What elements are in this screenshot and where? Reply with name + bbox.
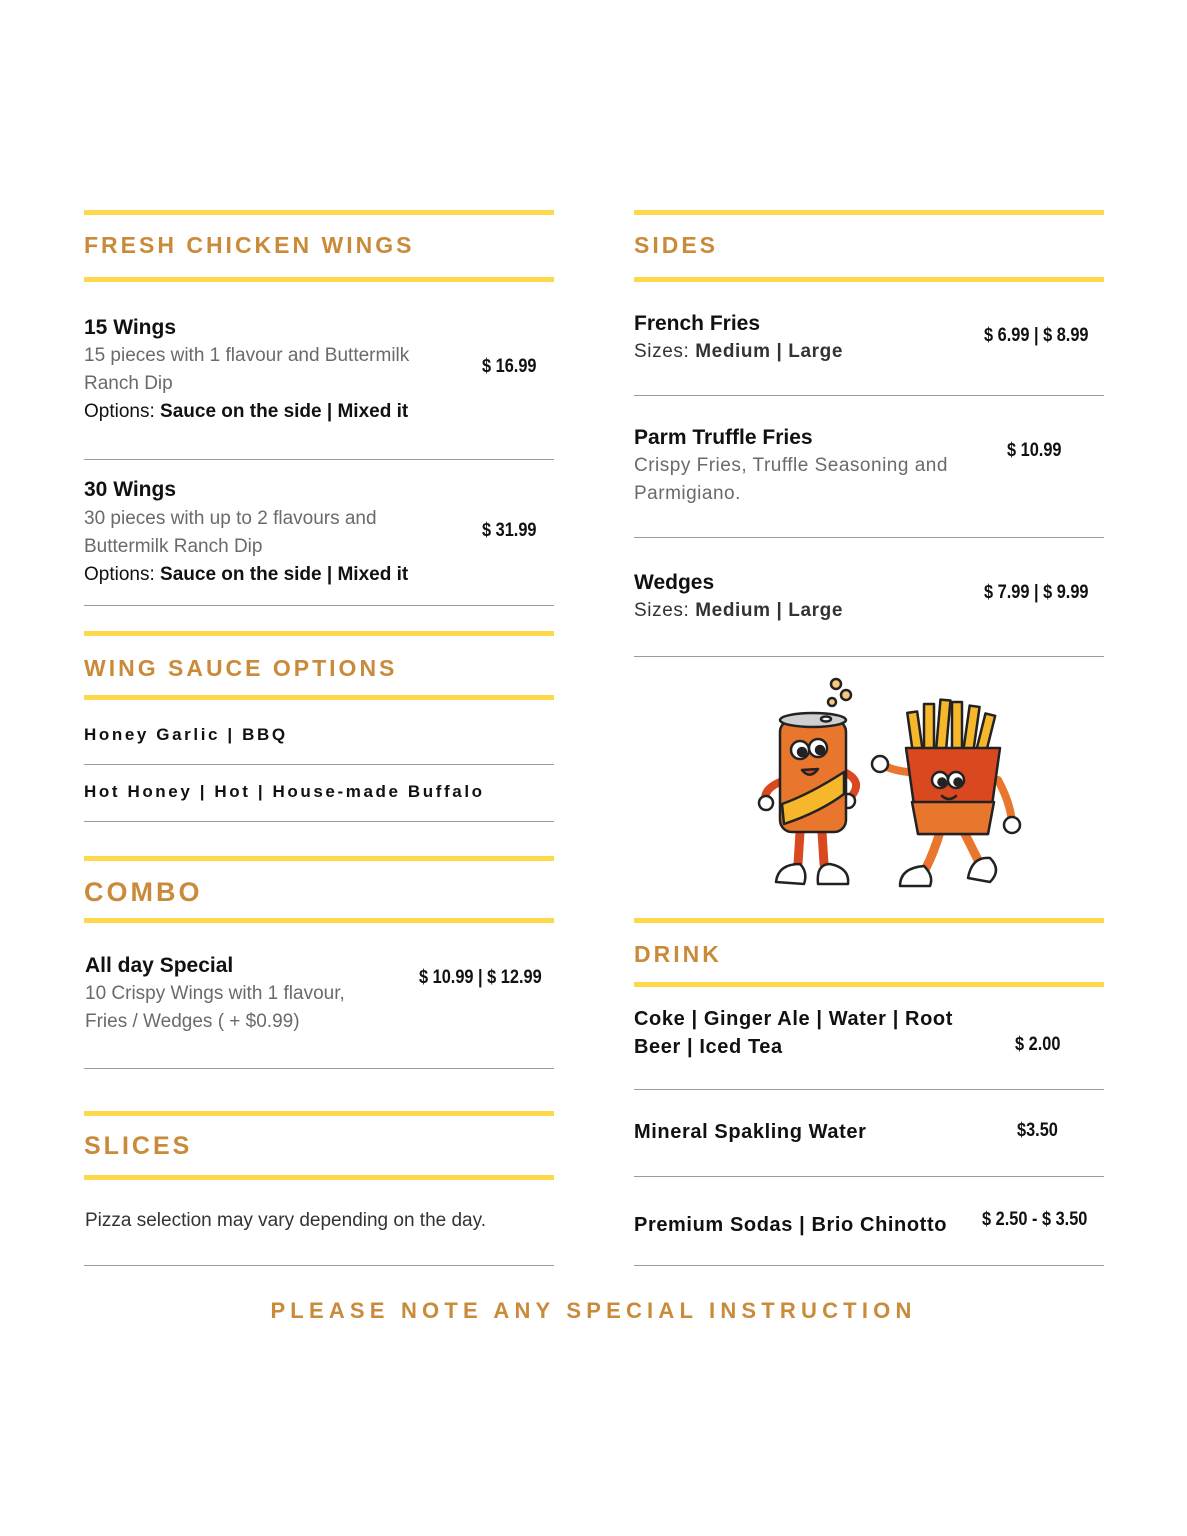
divider bbox=[634, 537, 1104, 538]
sides-item-price: $ 7.99 | $ 9.99 bbox=[984, 582, 1089, 603]
divider bbox=[634, 1089, 1104, 1090]
wings-item-desc: 15 pieces with 1 flavour and Buttermilk Ranch Dip bbox=[84, 345, 410, 394]
sizes-label: Sizes: bbox=[634, 600, 696, 621]
options-value: Sauce on the side | Mixed it bbox=[160, 564, 409, 585]
divider bbox=[84, 459, 554, 460]
divider bbox=[634, 395, 1104, 396]
divider bbox=[84, 1265, 554, 1266]
combo-item-desc: 10 Crispy Wings with 1 flavour, Fries / Wedges ( + $0.99) bbox=[85, 983, 345, 1032]
sides-item-price: $ 10.99 bbox=[1007, 440, 1062, 461]
sides-item-sizes bbox=[634, 600, 843, 622]
options-label: Options: bbox=[84, 564, 161, 585]
sides-item-price: $ 6.99 | $ 8.99 bbox=[984, 325, 1089, 346]
divider bbox=[84, 1068, 554, 1069]
wings-item-options bbox=[84, 564, 408, 586]
sides-item-desc: Crispy Fries, Truffle Seasoning and Parmigiano. bbox=[634, 455, 948, 504]
sizes-value: Medium | Large bbox=[695, 341, 844, 362]
divider bbox=[634, 656, 1104, 657]
drink-item-price: $ 2.50 - $ 3.50 bbox=[982, 1209, 1088, 1230]
drink-section-title: DRINK bbox=[634, 941, 722, 967]
sizes-value: Medium | Large bbox=[695, 600, 844, 621]
sides-item-name: Parm Truffle Fries bbox=[634, 426, 813, 449]
sauces-section-title: WING SAUCE OPTIONS bbox=[84, 655, 398, 681]
wings-bottom-bar bbox=[84, 277, 554, 282]
sauce-line: Honey Garlic | BBQ bbox=[84, 725, 288, 744]
wings-item-options bbox=[84, 401, 408, 423]
sizes-label: Sizes: bbox=[634, 341, 696, 362]
slices-bottom-bar bbox=[84, 1175, 554, 1180]
drink-bottom-bar bbox=[634, 982, 1104, 987]
sauces-top-bar bbox=[84, 631, 554, 636]
combo-item-price: $ 10.99 | $ 12.99 bbox=[419, 967, 542, 988]
divider bbox=[84, 764, 554, 765]
sides-item-name: French Fries bbox=[634, 312, 761, 335]
wings-top-bar bbox=[84, 210, 554, 215]
special-instruction-note: PLEASE NOTE ANY SPECIAL INSTRUCTION bbox=[270, 1298, 917, 1323]
sauce-line: Hot Honey | Hot | House-made Buffalo bbox=[84, 782, 485, 801]
sides-bottom-bar bbox=[634, 277, 1104, 282]
divider bbox=[634, 1176, 1104, 1177]
options-label: Options: bbox=[84, 401, 161, 422]
sides-item-sizes bbox=[634, 341, 843, 363]
wings-item-name: 30 Wings bbox=[84, 478, 176, 501]
combo-top-bar bbox=[84, 856, 554, 861]
wings-item-name: 15 Wings bbox=[84, 316, 176, 339]
divider bbox=[634, 1265, 1104, 1266]
slices-top-bar bbox=[84, 1111, 554, 1116]
slices-section-title: SLICES bbox=[84, 1132, 193, 1160]
options-value: Sauce on the side | Mixed it bbox=[160, 401, 409, 422]
soda-can-character-icon bbox=[759, 679, 856, 884]
wings-item-desc: 30 pieces with up to 2 flavours and Buttermilk Ranch Dip bbox=[84, 508, 377, 557]
drink-top-bar bbox=[634, 918, 1104, 923]
slices-note: Pizza selection may vary depending on the day. bbox=[85, 1210, 486, 1231]
divider bbox=[84, 605, 554, 606]
fries-character-icon bbox=[872, 700, 1020, 886]
combo-section-title: COMBO bbox=[84, 877, 203, 907]
wings-section-title: FRESH CHICKEN WINGS bbox=[84, 232, 415, 258]
drink-item-name: Mineral Spakling Water bbox=[634, 1121, 867, 1143]
drink-item-name: Coke | Ginger Ale | Water | Root Beer | Iced Tea bbox=[634, 1008, 953, 1058]
drink-item-price: $ 2.00 bbox=[1015, 1034, 1061, 1055]
combo-bottom-bar bbox=[84, 918, 554, 923]
drink-item-name: Premium Sodas | Brio Chinotto bbox=[634, 1214, 948, 1236]
divider bbox=[84, 821, 554, 822]
drink-item-price: $3.50 bbox=[1017, 1120, 1058, 1141]
combo-item-name: All day Special bbox=[85, 954, 234, 977]
sides-top-bar bbox=[634, 210, 1104, 215]
sides-section-title: SIDES bbox=[634, 232, 719, 258]
sauces-bottom-bar bbox=[84, 695, 554, 700]
wings-item-price: $ 31.99 bbox=[482, 520, 537, 541]
wings-item-price: $ 16.99 bbox=[482, 356, 537, 377]
sides-item-name: Wedges bbox=[634, 571, 715, 594]
snack-mascots-illustration bbox=[740, 672, 1040, 904]
